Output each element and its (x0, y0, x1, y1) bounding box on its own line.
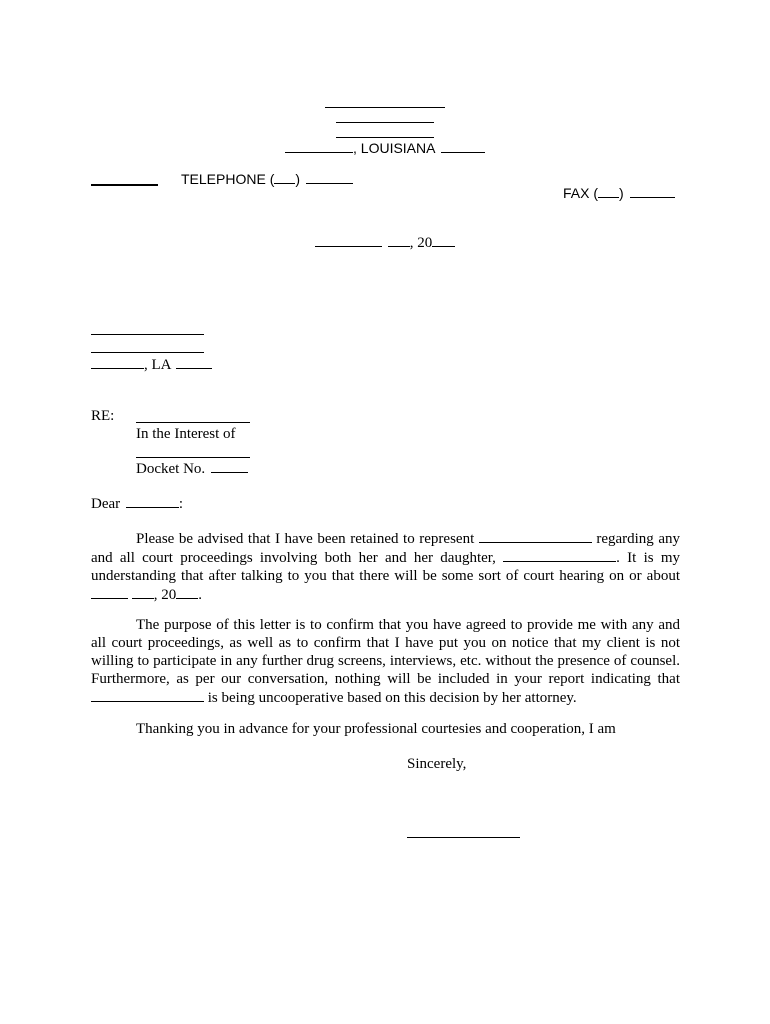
p2-text-b: is being uncooperative based on this decision by her attorney. (207, 690, 577, 706)
recipient-state: , LA (144, 357, 171, 373)
telephone-label: TELEPHONE ( (181, 171, 275, 187)
fax-close: ) (619, 185, 624, 201)
p2-client-blank (91, 688, 204, 702)
fax-line (563, 184, 675, 202)
closing-sincerely: Sincerely, (407, 756, 467, 772)
date-month-blank (315, 233, 382, 247)
re-interest-of: In the Interest of (136, 426, 236, 442)
p2-text-a: The purpose of this letter is to confirm that you have agreed to provide me with any and all court proceedings, as well as to confirm that I have put you on notice that my client is not willing to participate in any further drug screens, interviews, etc. without the presence of counsel. Furthermore, as per our conversation, nothing will be included in your report indicating that (91, 617, 680, 687)
re-label: RE: (91, 408, 115, 424)
p1-text-c: . It is my understanding that after talking to you that there will be some sort of court hearing on or about (91, 550, 680, 584)
date-line (315, 233, 455, 252)
recipient-city-blank (91, 355, 144, 369)
city-state-line (285, 139, 485, 157)
telephone-close: ) (295, 171, 301, 187)
p1-client-blank (479, 529, 592, 543)
letterhead-blank-3 (336, 137, 434, 138)
re-docket-blank (211, 459, 248, 473)
letterhead-blank-2 (336, 122, 434, 123)
fax-label: FAX ( (563, 185, 599, 201)
telephone-number-blank (306, 170, 353, 184)
recipient-city-line (91, 355, 212, 374)
date-year: 20 (417, 235, 433, 251)
zip-blank (441, 139, 485, 153)
salutation-name-blank (126, 494, 179, 508)
fax-number-blank (630, 184, 675, 198)
body-paragraph-3: Thanking you in advance for your professional courtesies and cooperation, I am (136, 721, 616, 737)
signature-blank (407, 837, 520, 838)
re-docket-label: Docket No. (136, 461, 206, 477)
re-client-blank (136, 422, 250, 423)
body-paragraph-2 (91, 616, 680, 707)
fax-area-blank (598, 184, 619, 198)
p1-text-b: regarding any and all court proceedings involving both her and her daughter, (91, 531, 681, 566)
body-paragraph-1 (91, 529, 680, 604)
city-blank (285, 139, 353, 153)
recipient-name-blank (91, 334, 204, 335)
p1-text-e: . (198, 587, 202, 603)
state-label: , LOUISIANA (353, 140, 435, 156)
telephone-area-blank (274, 170, 295, 184)
re-docket-line (136, 459, 248, 478)
salutation-colon: : (178, 496, 184, 512)
date-year-blank (432, 233, 455, 247)
p1-daughter-blank (503, 548, 616, 562)
recipient-address-blank (91, 352, 204, 353)
p1-date-month-blank (91, 585, 128, 599)
p1-date-day-blank (132, 585, 154, 599)
re-minor-blank (136, 457, 250, 458)
salutation (91, 494, 183, 513)
p1-text-a: Please be advised that I have been retained to represent (136, 531, 475, 547)
telephone-line (181, 170, 353, 188)
date-day-blank (388, 233, 410, 247)
p1-text-d: , 20 (153, 587, 177, 603)
p1-year-blank (176, 585, 198, 599)
salutation-dear: Dear (91, 496, 121, 512)
letterhead-blank-1 (325, 107, 445, 108)
recipient-zip-blank (176, 355, 212, 369)
firm-name-blank (91, 184, 158, 186)
date-separator: , (409, 235, 414, 251)
